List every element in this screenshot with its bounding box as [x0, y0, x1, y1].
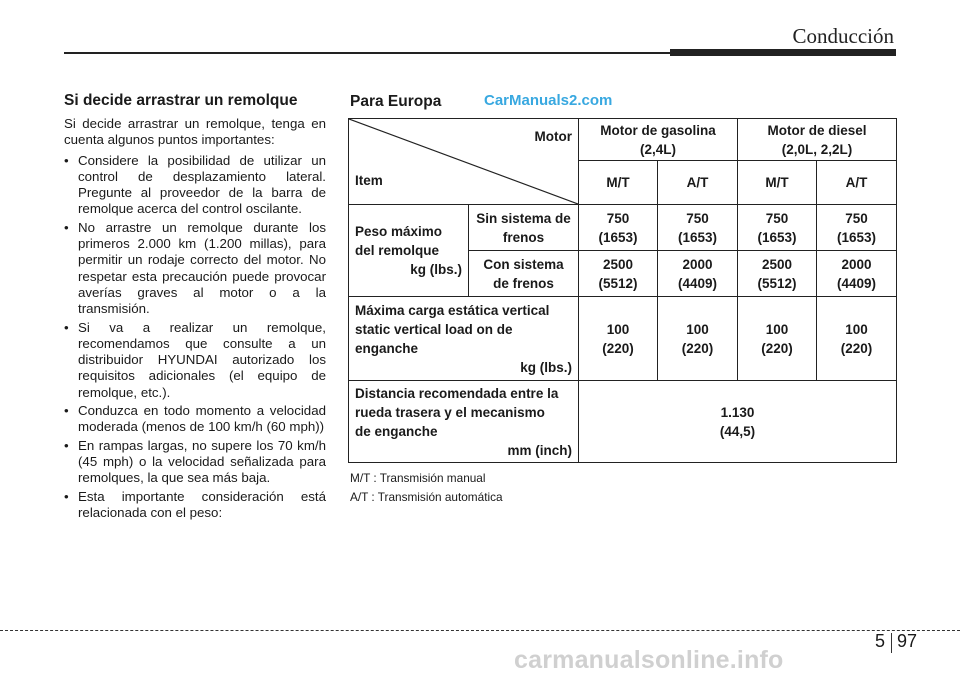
bullet-icon: • [64, 437, 69, 453]
cell-value-lbs: (5512) [757, 275, 797, 291]
header-rule-thin [64, 52, 670, 54]
row-label-trailer-weight [349, 205, 469, 297]
hitch-distance-line2: rueda trasera y el mecanismo [355, 404, 545, 420]
section-heading: Si decide arrastrar un remolque [64, 92, 298, 109]
footnote-automatic: A/T : Transmisión automática [350, 490, 503, 504]
hitch-distance-line3: de enganche [355, 423, 438, 439]
table-cell [817, 205, 897, 251]
site-watermark: carmanualsonline.info [514, 646, 784, 674]
bullet-icon: • [64, 319, 69, 335]
cell-value-lbs: (1653) [757, 229, 797, 245]
list-item [64, 489, 326, 522]
trailer-weight-line2: del remolque [355, 243, 440, 258]
static-load-line3: enganche [355, 340, 419, 356]
trailer-weight-unit: kg (lbs.) [410, 262, 462, 277]
static-load-line1: Máxima carga estática vertical [355, 302, 550, 318]
cell-value-lbs: (4409) [677, 275, 718, 291]
table-cell [579, 205, 658, 251]
footer-dashed-rule [0, 630, 960, 631]
page-number-divider [891, 633, 892, 653]
header-trans-diesel-at: A/T [817, 161, 897, 205]
table-cell [738, 251, 817, 297]
row-label-no-brakes [469, 205, 579, 251]
header-gasoline [579, 119, 738, 161]
list-item-text: Conduzca en todo momento a velocidad moderada (menos de 100 km/h (60 mph)) [78, 403, 326, 435]
hitch-distance-line1: Distancia recomendada entre la [355, 385, 559, 401]
cell-value-inch: (44,5) [719, 423, 756, 439]
header-diesel [738, 119, 897, 161]
cell-value: 750 [686, 210, 709, 226]
list-item [64, 153, 326, 218]
table-corner-cell [349, 119, 579, 205]
cell-value-lbs: (1653) [677, 229, 718, 245]
table-cell [738, 205, 817, 251]
left-column [64, 116, 326, 523]
list-item-text: Considere la posibilidad de utilizar un control de desplazamiento lateral. Pregunte al proveedor de la barra de remolque acerca del control oscilante. [78, 152, 326, 217]
header-gasoline-line1: Motor de gasolina [600, 122, 716, 138]
cell-value: 100 [686, 321, 709, 337]
cell-value: 750 [606, 210, 630, 226]
cell-value: 2000 [841, 256, 872, 272]
hitch-distance-unit: mm (inch) [507, 442, 572, 458]
cell-value: 100 [765, 321, 789, 337]
bullet-icon: • [64, 219, 69, 235]
static-load-unit: kg (lbs.) [520, 359, 572, 375]
header-trans-gas-mt: M/T [579, 161, 658, 205]
bullet-icon: • [64, 488, 69, 504]
page-number: 97 [897, 631, 918, 651]
cell-value: 750 [845, 210, 868, 226]
with-brakes-line2: de frenos [493, 275, 554, 291]
no-brakes-line1: Sin sistema de [476, 210, 571, 226]
watermark-link[interactable]: CarManuals2.com [484, 92, 613, 109]
cell-value: 2500 [602, 256, 634, 272]
list-item-text: No arrastre un remolque durante los primeros 2.000 km (1.200 millas), para permitir un rodaje correcto del motor. No respetar esta precaución puede provocar averías graves al motor o a la transmisión. [78, 219, 326, 317]
table-cell [738, 297, 817, 381]
cell-value-lbs: (1653) [837, 229, 877, 245]
bullet-icon: • [64, 152, 69, 168]
row-label-hitch-distance [349, 381, 579, 463]
table-cell [817, 297, 897, 381]
table-cell [817, 251, 897, 297]
list-item-text: Esta importante consideración está relacionada con el peso: [78, 488, 326, 520]
header-rule-thick [670, 49, 896, 56]
chapter-title: Conducción [792, 24, 894, 48]
page-chapter-number: 5 [875, 631, 886, 651]
table-cell [658, 205, 738, 251]
table-cell [579, 297, 658, 381]
cell-value-lbs: (5512) [598, 275, 638, 291]
list-item-text: Si va a realizar un remolque, recomendamos que consulte a un distribuidor HYUNDAI autorizado los requisitos adicionales (el equipo de remolque, etc.). [78, 319, 326, 400]
header-diesel-line1: Motor de diesel [767, 122, 867, 138]
footnote-manual: M/T : Transmisión manual [350, 471, 486, 485]
static-load-line2: static vertical load on de [355, 321, 513, 337]
cell-value: 750 [765, 210, 789, 226]
cell-value: 1.130 [720, 404, 755, 420]
list-item [64, 403, 326, 436]
cell-value-lbs: (220) [681, 340, 714, 356]
cell-value-lbs: (220) [602, 340, 634, 356]
cell-value-lbs: (4409) [837, 275, 877, 291]
header-trans-diesel-mt: M/T [738, 161, 817, 205]
header-trans-gas-at: A/T [658, 161, 738, 205]
cell-value-lbs: (220) [840, 340, 873, 356]
cell-value-lbs: (220) [761, 340, 793, 356]
cell-value: 2000 [682, 256, 713, 272]
intro-paragraph: Si decide arrastrar un remolque, tenga en cuenta algunos puntos importantes: [64, 116, 326, 148]
trailer-weight-line1: Peso máximo [355, 224, 443, 239]
list-item [64, 438, 326, 487]
bullet-list [64, 153, 326, 522]
cell-value: 2500 [761, 256, 793, 272]
cell-value: 100 [606, 321, 630, 337]
no-brakes-line2: frenos [502, 229, 545, 245]
header-diesel-line2: (2,0L, 2,2L) [781, 141, 853, 157]
row-label-with-brakes [469, 251, 579, 297]
bullet-icon: • [64, 403, 69, 419]
row-label-static-load [349, 297, 579, 381]
cell-value-lbs: (1653) [598, 229, 638, 245]
list-item [64, 220, 326, 318]
table-cell [579, 251, 658, 297]
header-gasoline-line2: (2,4L) [640, 141, 677, 157]
table-cell [658, 297, 738, 381]
corner-motor-label: Motor [534, 129, 572, 144]
table-heading: Para Europa [350, 93, 442, 110]
list-item-text: En rampas largas, no supere los 70 km/h (45 mph) o la velocidad señalizada para remolques, la que sea más baja. [78, 437, 326, 486]
table-cell [579, 381, 897, 463]
cell-value: 100 [845, 321, 868, 337]
corner-item-label: Item [355, 173, 383, 188]
towing-spec-table [348, 118, 896, 462]
with-brakes-line1: Con sistema [483, 256, 564, 272]
list-item [64, 320, 326, 401]
table-cell [658, 251, 738, 297]
